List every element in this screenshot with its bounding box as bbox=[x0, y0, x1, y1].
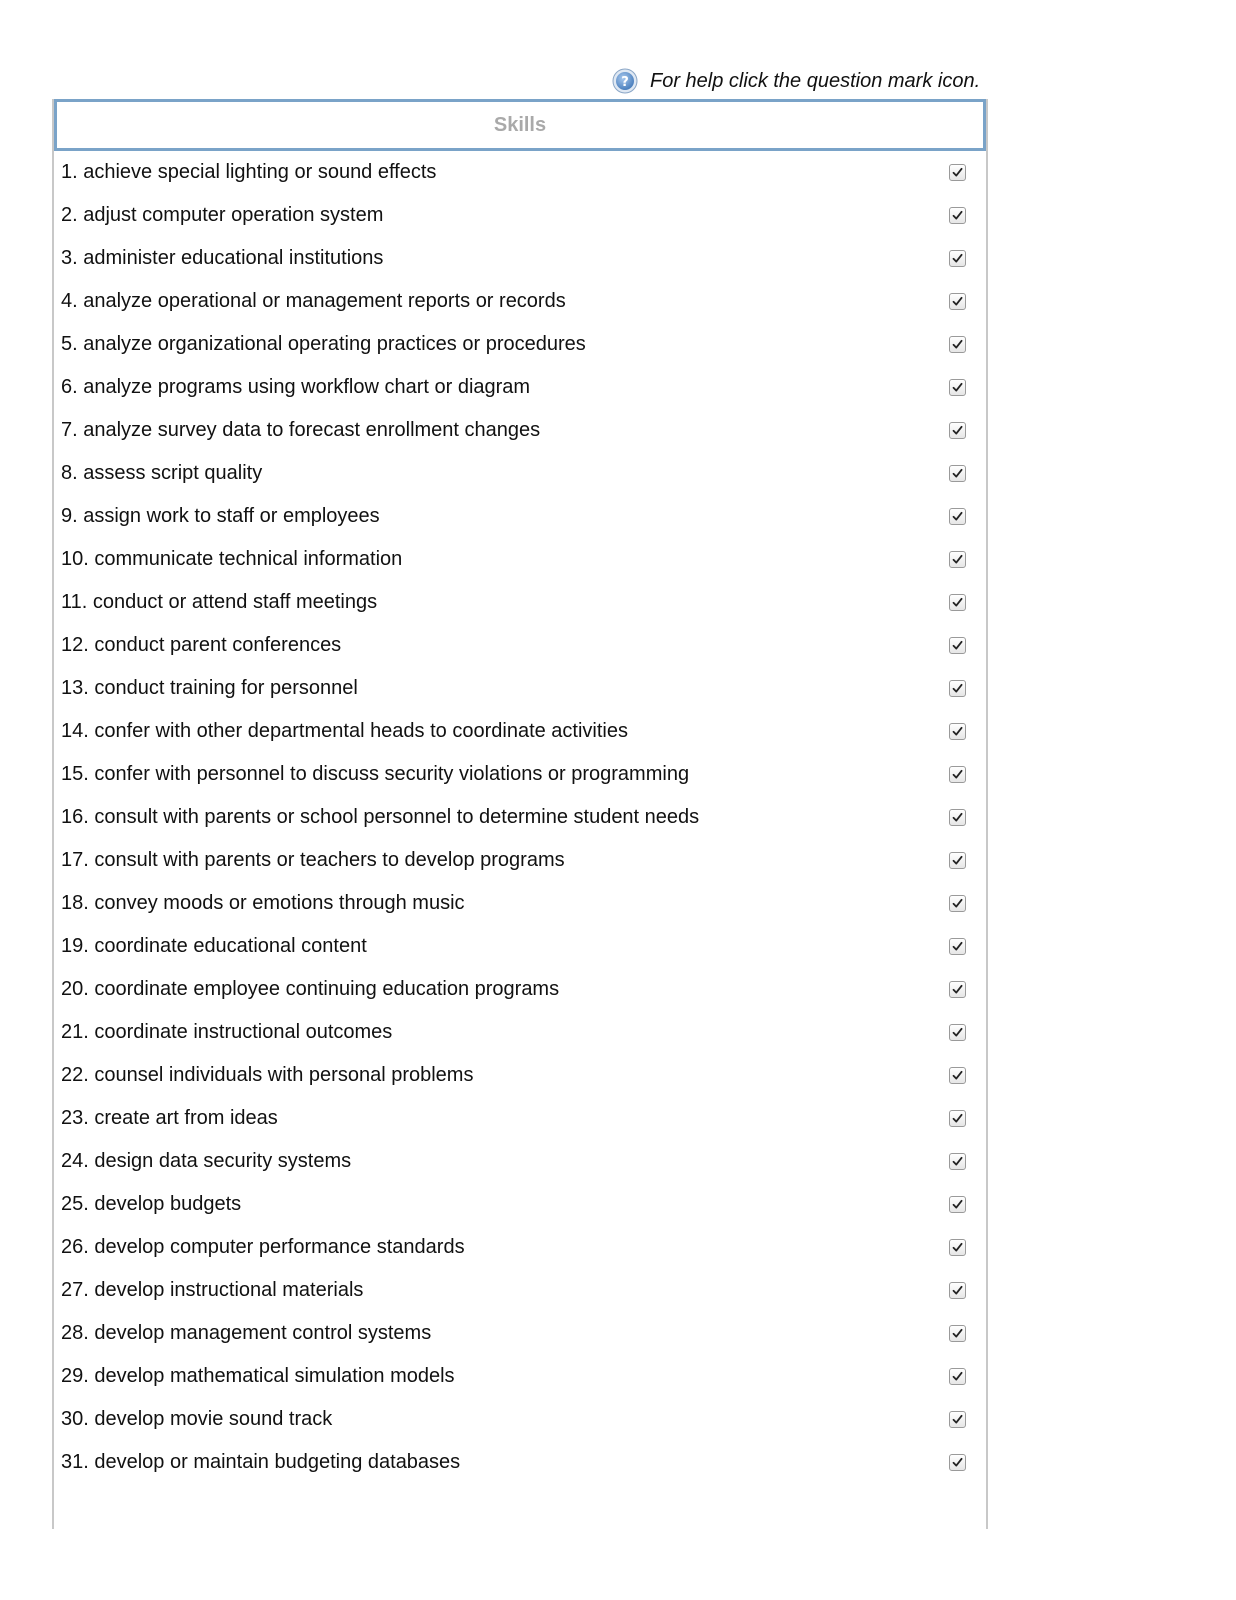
help-text: For help click the question mark icon. bbox=[650, 69, 981, 92]
checkmark-icon bbox=[951, 854, 964, 867]
skill-label: 19. coordinate educational content bbox=[61, 935, 367, 957]
skill-row bbox=[54, 581, 986, 624]
skill-label: 25. develop budgets bbox=[61, 1193, 242, 1215]
skill-checkbox[interactable] bbox=[949, 1411, 966, 1428]
skill-row bbox=[54, 710, 986, 753]
skill-checkbox[interactable] bbox=[949, 766, 966, 783]
question-mark-icon[interactable] bbox=[612, 68, 638, 94]
skill-label: 9. assign work to staff or employees bbox=[61, 505, 380, 527]
skill-row bbox=[54, 1054, 986, 1097]
skill-checkbox[interactable] bbox=[949, 336, 966, 353]
skill-checkbox[interactable] bbox=[949, 1153, 966, 1170]
skill-label: 6. analyze programs using workflow chart or diagram bbox=[61, 376, 531, 398]
skill-label: 14. confer with other departmental heads to coordinate activities bbox=[61, 720, 628, 742]
checkmark-icon bbox=[951, 1370, 964, 1383]
skill-label: 15. confer with personnel to discuss security violations or programming bbox=[61, 763, 690, 785]
skill-checkbox[interactable] bbox=[949, 594, 966, 611]
skill-row bbox=[54, 151, 986, 194]
skill-label: 30. develop movie sound track bbox=[61, 1408, 333, 1430]
svg-text:?: ? bbox=[621, 75, 629, 90]
skill-row bbox=[54, 1226, 986, 1269]
skill-checkbox[interactable] bbox=[949, 1325, 966, 1342]
checkmark-icon bbox=[951, 295, 964, 308]
skill-row bbox=[54, 538, 986, 581]
skill-checkbox[interactable] bbox=[949, 1024, 966, 1041]
skill-checkbox[interactable] bbox=[949, 723, 966, 740]
skill-checkbox[interactable] bbox=[949, 1282, 966, 1299]
skill-label: 24. design data security systems bbox=[61, 1150, 352, 1172]
skill-label: 7. analyze survey data to forecast enrollment changes bbox=[61, 419, 541, 441]
skill-row bbox=[54, 624, 986, 667]
skill-row bbox=[54, 409, 986, 452]
checkmark-icon bbox=[951, 1241, 964, 1254]
skill-label: 10. communicate technical information bbox=[61, 548, 403, 570]
skill-checkbox[interactable] bbox=[949, 1067, 966, 1084]
skill-row bbox=[54, 753, 986, 796]
skill-row bbox=[54, 925, 986, 968]
skill-row bbox=[54, 237, 986, 280]
skill-label: 17. consult with parents or teachers to develop programs bbox=[61, 849, 565, 871]
skill-checkbox[interactable] bbox=[949, 637, 966, 654]
skill-label: 4. analyze operational or management reports or records bbox=[61, 290, 566, 312]
checkmark-icon bbox=[951, 1413, 964, 1426]
skill-checkbox[interactable] bbox=[949, 680, 966, 697]
skill-checkbox[interactable] bbox=[949, 551, 966, 568]
skill-checkbox[interactable] bbox=[949, 293, 966, 310]
skill-row bbox=[54, 452, 986, 495]
checkmark-icon bbox=[951, 1026, 964, 1039]
skill-checkbox[interactable] bbox=[949, 1454, 966, 1471]
checkmark-icon bbox=[951, 596, 964, 609]
skill-checkbox[interactable] bbox=[949, 981, 966, 998]
skill-row bbox=[54, 194, 986, 237]
checkmark-icon bbox=[951, 768, 964, 781]
checkmark-icon bbox=[951, 1198, 964, 1211]
checkmark-icon bbox=[951, 166, 964, 179]
skill-label: 27. develop instructional materials bbox=[61, 1279, 364, 1301]
skill-checkbox[interactable] bbox=[949, 1110, 966, 1127]
checkmark-icon bbox=[951, 1284, 964, 1297]
skill-row bbox=[54, 796, 986, 839]
checkmark-icon bbox=[951, 811, 964, 824]
skill-label: 22. counsel individuals with personal problems bbox=[61, 1064, 474, 1086]
skill-label: 26. develop computer performance standards bbox=[61, 1236, 465, 1258]
checkmark-icon bbox=[951, 897, 964, 910]
help-bar bbox=[612, 66, 980, 96]
skill-checkbox[interactable] bbox=[949, 465, 966, 482]
skill-label: 29. develop mathematical simulation models bbox=[61, 1365, 455, 1387]
skill-row bbox=[54, 1011, 986, 1054]
checkmark-icon bbox=[951, 381, 964, 394]
skill-row bbox=[54, 1398, 986, 1441]
checkmark-icon bbox=[951, 639, 964, 652]
skill-row bbox=[54, 1183, 986, 1226]
skill-checkbox[interactable] bbox=[949, 1368, 966, 1385]
skill-label: 28. develop management control systems bbox=[61, 1322, 432, 1344]
skill-checkbox[interactable] bbox=[949, 250, 966, 267]
skill-row bbox=[54, 495, 986, 538]
skill-row bbox=[54, 280, 986, 323]
skill-row bbox=[54, 323, 986, 366]
skill-checkbox[interactable] bbox=[949, 852, 966, 869]
skill-row bbox=[54, 839, 986, 882]
skill-checkbox[interactable] bbox=[949, 379, 966, 396]
checkmark-icon bbox=[951, 725, 964, 738]
skill-row bbox=[54, 1312, 986, 1355]
checkmark-icon bbox=[951, 252, 964, 265]
checkmark-icon bbox=[951, 983, 964, 996]
skill-label: 2. adjust computer operation system bbox=[61, 204, 384, 226]
checkmark-icon bbox=[951, 424, 964, 437]
skill-checkbox[interactable] bbox=[949, 809, 966, 826]
checkmark-icon bbox=[951, 1069, 964, 1082]
skill-label: 12. conduct parent conferences bbox=[61, 634, 342, 656]
skills-header bbox=[54, 99, 986, 151]
skill-label: 20. coordinate employee continuing education programs bbox=[61, 978, 560, 1000]
skill-label: 3. administer educational institutions bbox=[61, 247, 384, 269]
skill-row bbox=[54, 1097, 986, 1140]
skill-checkbox[interactable] bbox=[949, 1196, 966, 1213]
skill-label: 1. achieve special lighting or sound effects bbox=[61, 161, 437, 183]
skill-row bbox=[54, 366, 986, 409]
skill-label: 18. convey moods or emotions through music bbox=[61, 892, 465, 914]
skill-label: 11. conduct or attend staff meetings bbox=[61, 591, 378, 613]
skill-row bbox=[54, 1140, 986, 1183]
skill-checkbox[interactable] bbox=[949, 422, 966, 439]
skill-label: 16. consult with parents or school personnel to determine student needs bbox=[61, 806, 700, 828]
skills-header-title: Skills bbox=[493, 113, 547, 136]
skill-row bbox=[54, 1355, 986, 1398]
checkmark-icon bbox=[951, 1112, 964, 1125]
checkmark-icon bbox=[951, 940, 964, 953]
checkmark-icon bbox=[951, 1327, 964, 1340]
skill-label: 13. conduct training for personnel bbox=[61, 677, 358, 699]
skill-checkbox[interactable] bbox=[949, 164, 966, 181]
skill-row bbox=[54, 1269, 986, 1312]
skill-label: 31. develop or maintain budgeting databases bbox=[61, 1451, 461, 1473]
skill-label: 8. assess script quality bbox=[61, 462, 263, 484]
checkmark-icon bbox=[951, 510, 964, 523]
skill-checkbox[interactable] bbox=[949, 1239, 966, 1256]
checkmark-icon bbox=[951, 209, 964, 222]
skill-row bbox=[54, 667, 986, 710]
skill-label: 23. create art from ideas bbox=[61, 1107, 278, 1129]
checkmark-icon bbox=[951, 338, 964, 351]
skills-list bbox=[54, 151, 986, 1484]
skill-label: 5. analyze organizational operating practices or procedures bbox=[61, 333, 586, 355]
checkmark-icon bbox=[951, 1155, 964, 1168]
skill-row bbox=[54, 968, 986, 1011]
skill-checkbox[interactable] bbox=[949, 508, 966, 525]
skill-checkbox[interactable] bbox=[949, 895, 966, 912]
checkmark-icon bbox=[951, 467, 964, 480]
skill-label: 21. coordinate instructional outcomes bbox=[61, 1021, 393, 1043]
checkmark-icon bbox=[951, 682, 964, 695]
skills-panel bbox=[52, 99, 988, 1529]
checkmark-icon bbox=[951, 553, 964, 566]
checkmark-icon bbox=[951, 1456, 964, 1469]
skill-checkbox[interactable] bbox=[949, 938, 966, 955]
skill-row bbox=[54, 882, 986, 925]
skill-row bbox=[54, 1441, 986, 1484]
skill-checkbox[interactable] bbox=[949, 207, 966, 224]
